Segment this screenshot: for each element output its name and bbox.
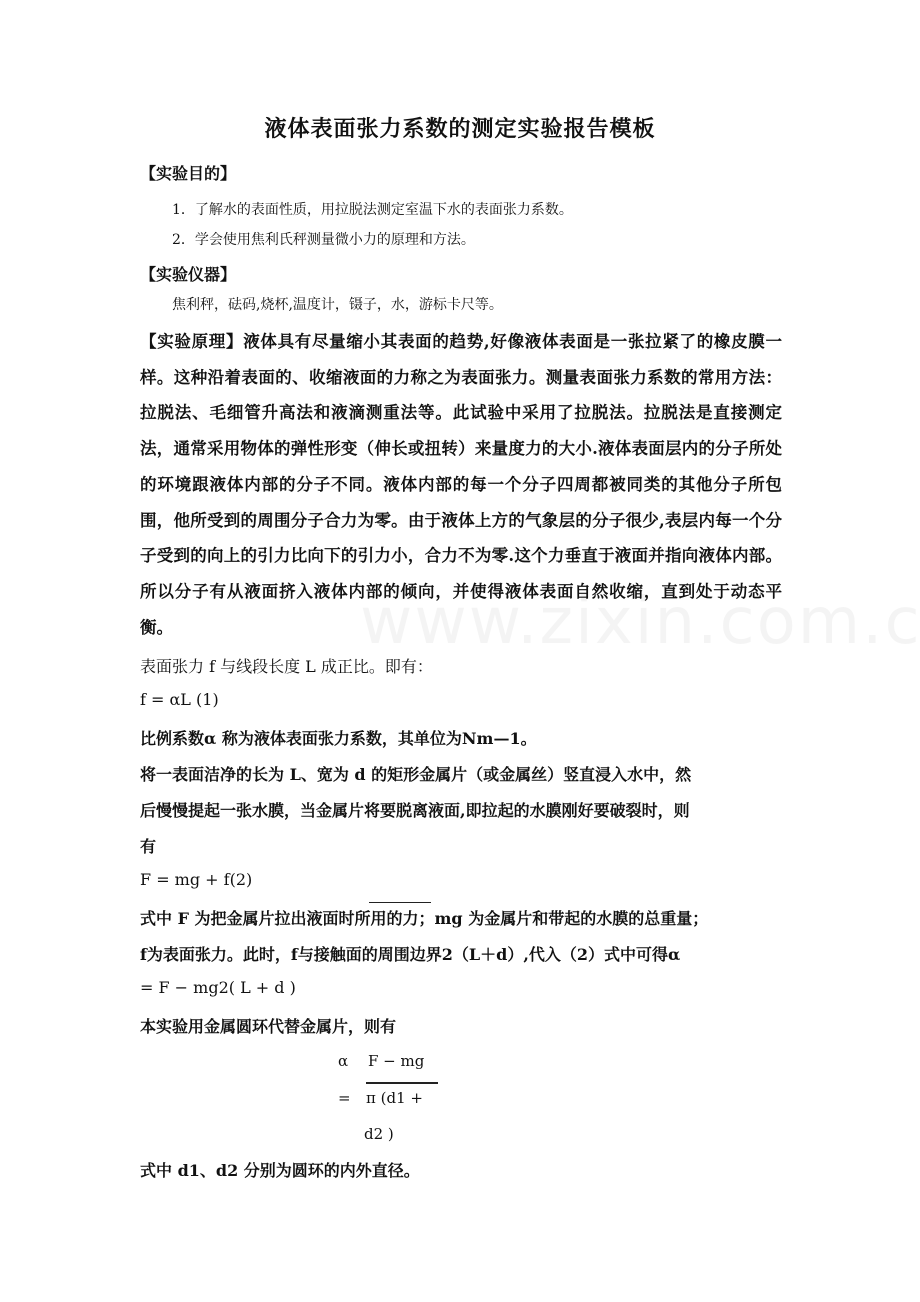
ring-line: 本实验用金属圆环代替金属片，则有 (140, 1017, 397, 1036)
purpose-item-1: 1．了解水的表面性质，用拉脱法测定室温下水的表面张力系数。 (172, 202, 573, 218)
purpose-heading: 【实验目的】 (140, 164, 237, 183)
instruments-heading: 【实验仪器】 (140, 265, 237, 284)
document-title: 液体表面张力系数的测定实验报告模板 (264, 116, 656, 142)
method-line-2: 后慢慢提起一张水膜，当金属片将要脱离液面,即拉起的水膜刚好要破裂时，则 (140, 801, 690, 820)
method-line-1: 将一表面洁净的长为 L、宽为 d 的矩形金属片（或金属丝）竖直浸入水中，然 (140, 765, 692, 784)
instruments-text: 焦利秤，砝码,烧杯,温度计，镊子，水，游标卡尺等。 (172, 297, 503, 313)
fraction-equals: = (338, 1089, 351, 1107)
principle-heading: 【实验原理】 (140, 332, 244, 351)
fraction-denominator-2: d2 ) (364, 1125, 394, 1143)
fraction-denominator-1: π (d1 + (366, 1089, 423, 1107)
where-line-3: = F − mg2( L + d ) (140, 978, 296, 997)
formula-overline (369, 902, 431, 903)
fraction-alpha: α (338, 1052, 349, 1070)
method-line-3: 有 (140, 837, 157, 856)
proportional-line: 表面张力 f 与线段长度 L 成正比。即有： (140, 657, 433, 676)
coefficient-line: 比例系数α 称为液体表面张力系数，其单位为Nm—1。 (140, 729, 537, 748)
fraction-bar (366, 1082, 438, 1084)
formula-2: F = mg + f(2) (140, 870, 253, 889)
principle-paragraph (140, 324, 782, 645)
fraction-numerator: F − mg (368, 1052, 425, 1070)
where-line-1: 式中 F 为把金属片拉出液面时所用的力；mg 为金属片和带起的水膜的总重量； (140, 909, 709, 928)
formula-1: f = αL (1) (140, 690, 219, 709)
where-line-2: f为表面张力。此时，f与接触面的周围边界2（L＋d）,代入（2）式中可得α (140, 945, 681, 964)
principle-text: 液体具有尽量缩小其表面的趋势,好像液体表面是一张拉紧了的橡皮膜一样。这种沿着表面的、收缩液面的力称之为表面张力。测量表面张力系数的常用方法：拉脱法、毛细管升高法和液滴测重法等。此试验中采用了拉脱法。拉脱法是直接测定法，通常采用物体的弹性形变（伸长或扭转）来量度力的大小.液体表面层内的分子所处的环境跟液体内部的分子不同。液体内部的每一个分子四周都被同类的其他分子所包围，他所受到的周围分子合力为零。由于液体上方的气象层的分子很少,表层内每一个分子受到的向上的引力比向下的引力小，合力不为零.这个力垂直于液面并指向液体内部。所以分子有从液面挤入液体内部的倾向，并使得液体表面自然收缩，直到处于动态平衡。 (140, 332, 783, 637)
diameters-line: 式中 d1、d2 分别为圆环的内外直径。 (140, 1161, 420, 1180)
purpose-item-2: 2．学会使用焦利氏秤测量微小力的原理和方法。 (172, 232, 475, 248)
